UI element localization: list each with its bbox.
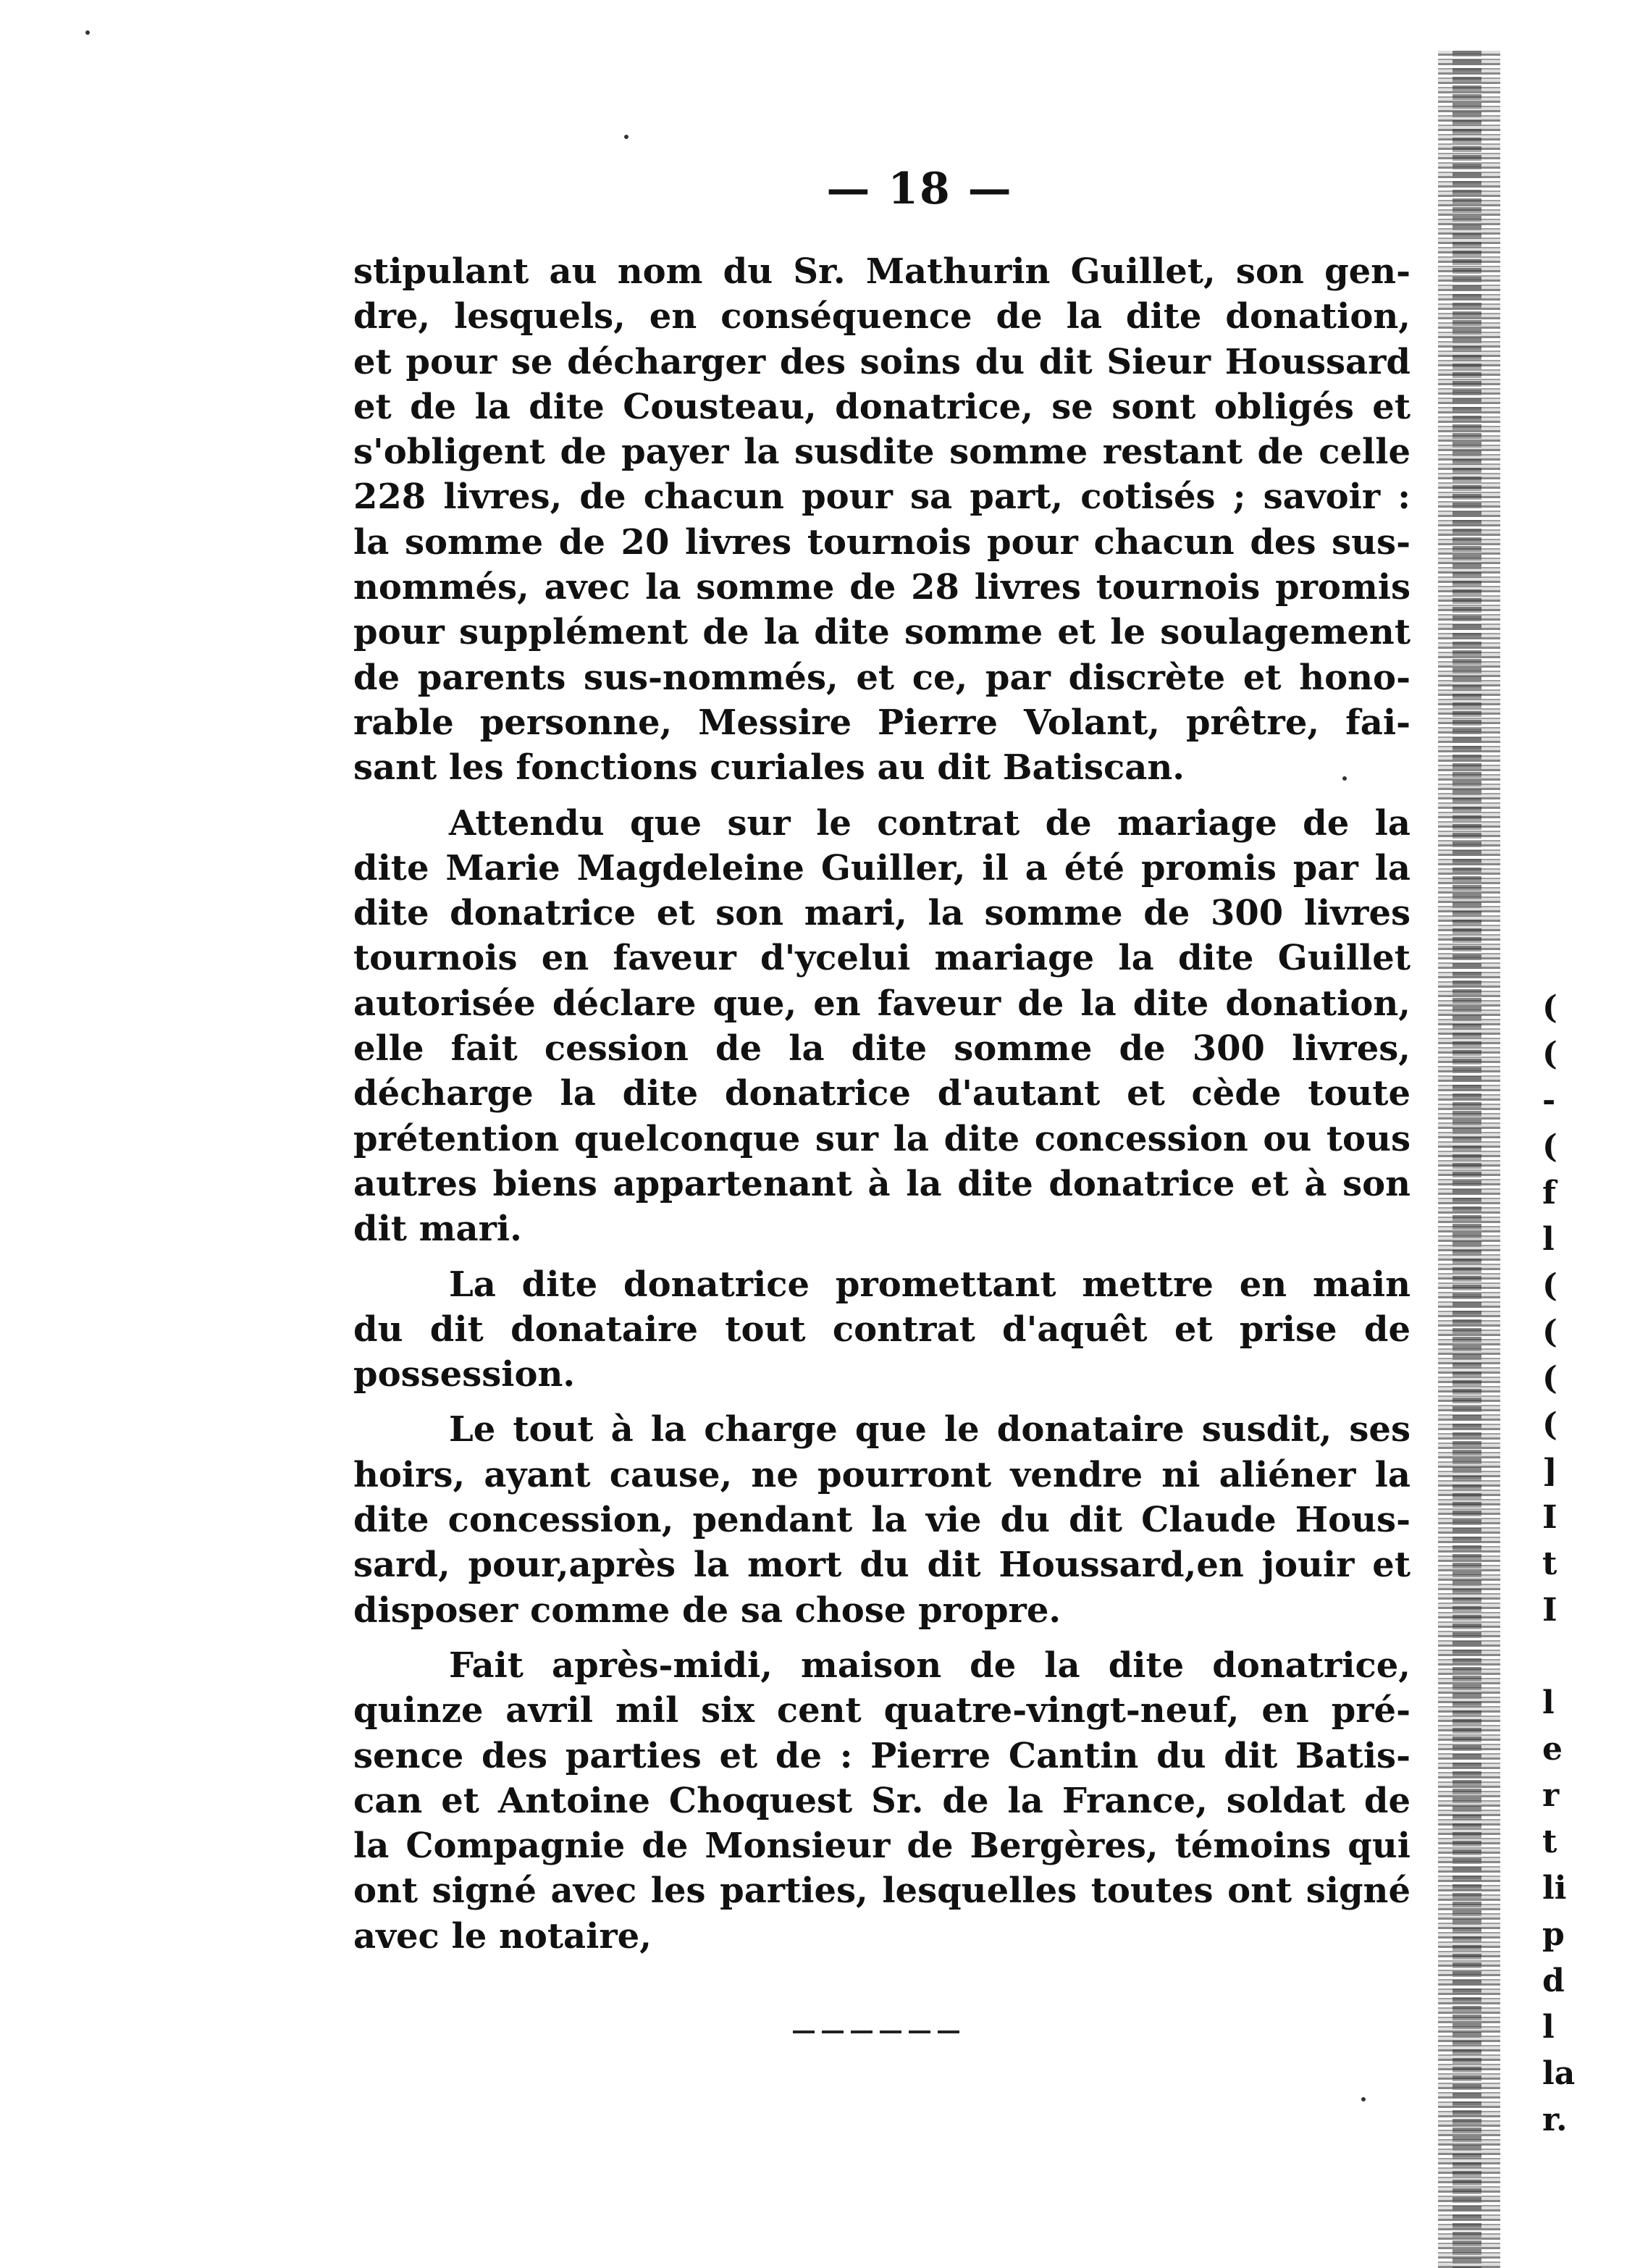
fragment-glyph: I [1542,1592,1557,1629]
text-line: stipulant au nom du Sr. Mathurin Guillet, son gen- [353,251,1411,292]
text-line: décharge la dite donatrice d'autant et cède toute [353,1073,1411,1114]
fragment-glyph: l [1542,1221,1555,1258]
fragment-glyph: r [1542,1777,1560,1814]
text-line: du dit donataire tout contrat d'aquêt et prise de [353,1309,1411,1350]
fragment-glyph: li [1542,1870,1567,1907]
fragment-glyph: t [1542,1823,1557,1860]
text-line: disposer comme de sa chose propre. [353,1589,1061,1631]
fragment-glyph: ( [1542,1406,1557,1443]
text-line: dite Marie Magdeleine Guiller, il a été promis par la [353,847,1411,889]
speck [624,135,628,139]
text-line: Attendu que sur le contrat de mariage de la [449,802,1411,844]
text-line: quinze avril mil six cent quatre-vingt-neuf, en pré- [353,1690,1411,1731]
text-line: avec le notaire, [353,1915,652,1957]
text-line: possession. [353,1354,576,1395]
text-line: tournois en faveur d'ycelui mariage la dite Guillet [353,938,1411,979]
page-number: — 18 — [826,164,1013,214]
text-line: can et Antoine Choquest Sr. de la France, soldat de [353,1780,1411,1821]
fragment-glyph: ] [1542,1453,1557,1490]
text-line: sant les fonctions curiales au dit Batiscan. [353,747,1185,789]
text-line: dite donatrice et son mari, la somme de 300 livres [353,893,1411,934]
fragment-glyph: t [1542,1545,1557,1582]
fragment-glyph: f [1542,1175,1556,1211]
fragment-glyph: ( [1542,989,1557,1026]
speck [85,30,90,35]
text-line: et de la dite Cousteau, donatrice, se sont obligés et [353,386,1411,427]
text-line: La dite donatrice promettant mettre en main [449,1264,1411,1305]
text-line: Le tout à la charge que le donataire susdit, ses [449,1409,1411,1450]
text-line: dite concession, pendant la vie du dit Claude Hous- [353,1500,1411,1541]
text-line: dre, lesquels, en conséquence de la dite donation, [353,296,1411,337]
fragment-glyph: ( [1542,1128,1557,1165]
binding-edge [1438,51,1500,2268]
fragment-glyph: ( [1542,1360,1557,1397]
fragment-glyph: r. [1542,2101,1568,2138]
text-line: sard, pour,après la mort du dit Houssard,en jouir et [353,1545,1411,1586]
text-line: Fait après-midi, maison de la dite donatrice, [449,1645,1411,1686]
text-line: nommés, avec la somme de 28 livres tournois promis [353,567,1411,608]
text-line: autres biens appartenant à la dite donatrice et à son [353,1163,1411,1204]
paragraph [353,1643,1411,1959]
text-line: elle fait cession de la dite somme de 300 livres, [353,1028,1411,1070]
fragment-glyph: - [1542,1082,1556,1119]
text-line: s'obligent de payer la susdite somme restant de celle [353,432,1411,473]
fragment-glyph: p [1542,1916,1565,1953]
fragment-glyph [1542,1634,1615,1680]
paragraph [353,249,1411,791]
adjacent-page-fragments [1542,985,1615,2143]
text-line: 228 livres, de chacun pour sa part, cotisés ; savoir : [353,476,1411,518]
text-line: et pour se décharger des soins du dit Sieur Houssard [353,341,1411,382]
fragment-glyph: ( [1542,1267,1557,1304]
fragment-glyph: I [1542,1499,1557,1536]
paragraph [353,1262,1411,1398]
text-line: la Compagnie de Monsieur de Bergères, témoins qui [353,1826,1411,1867]
text-line: pour supplément de la dite somme et le soulagement [353,612,1411,653]
speck [1342,776,1347,781]
text-line: sence des parties et de : Pierre Cantin du dit Batis- [353,1735,1411,1776]
text-line: dit mari. [353,1209,522,1250]
text-line: hoirs, ayant cause, ne pourront vendre ni aliéner la [353,1454,1411,1495]
text-line: prétention quelconque sur la dite concession ou tous [353,1118,1411,1159]
fragment-glyph: e [1542,1731,1563,1768]
closing-rule [793,2030,967,2033]
text-line: autorisée déclare que, en faveur de la dite donation, [353,983,1411,1024]
fragment-glyph: l [1542,2009,1555,2046]
document-body [353,249,1411,1969]
fragment-glyph: l [1542,1684,1555,1721]
fragment-glyph: ( [1542,1314,1557,1351]
text-line: ont signé avec les parties, lesquelles toutes ont signé [353,1870,1411,1912]
paragraph [353,801,1411,1252]
fragment-glyph: d [1542,1962,1565,1999]
paragraph [353,1407,1411,1632]
fragment-glyph: ( [1542,1036,1557,1072]
text-line: rable personne, Messire Pierre Volant, prêtre, fai- [353,702,1411,743]
fragment-glyph: la [1542,2055,1576,2092]
speck [1361,2097,1366,2101]
text-line: de parents sus-nommés, et ce, par discrète et hono- [353,657,1411,698]
text-line: la somme de 20 livres tournois pour chacun des sus- [353,521,1411,563]
